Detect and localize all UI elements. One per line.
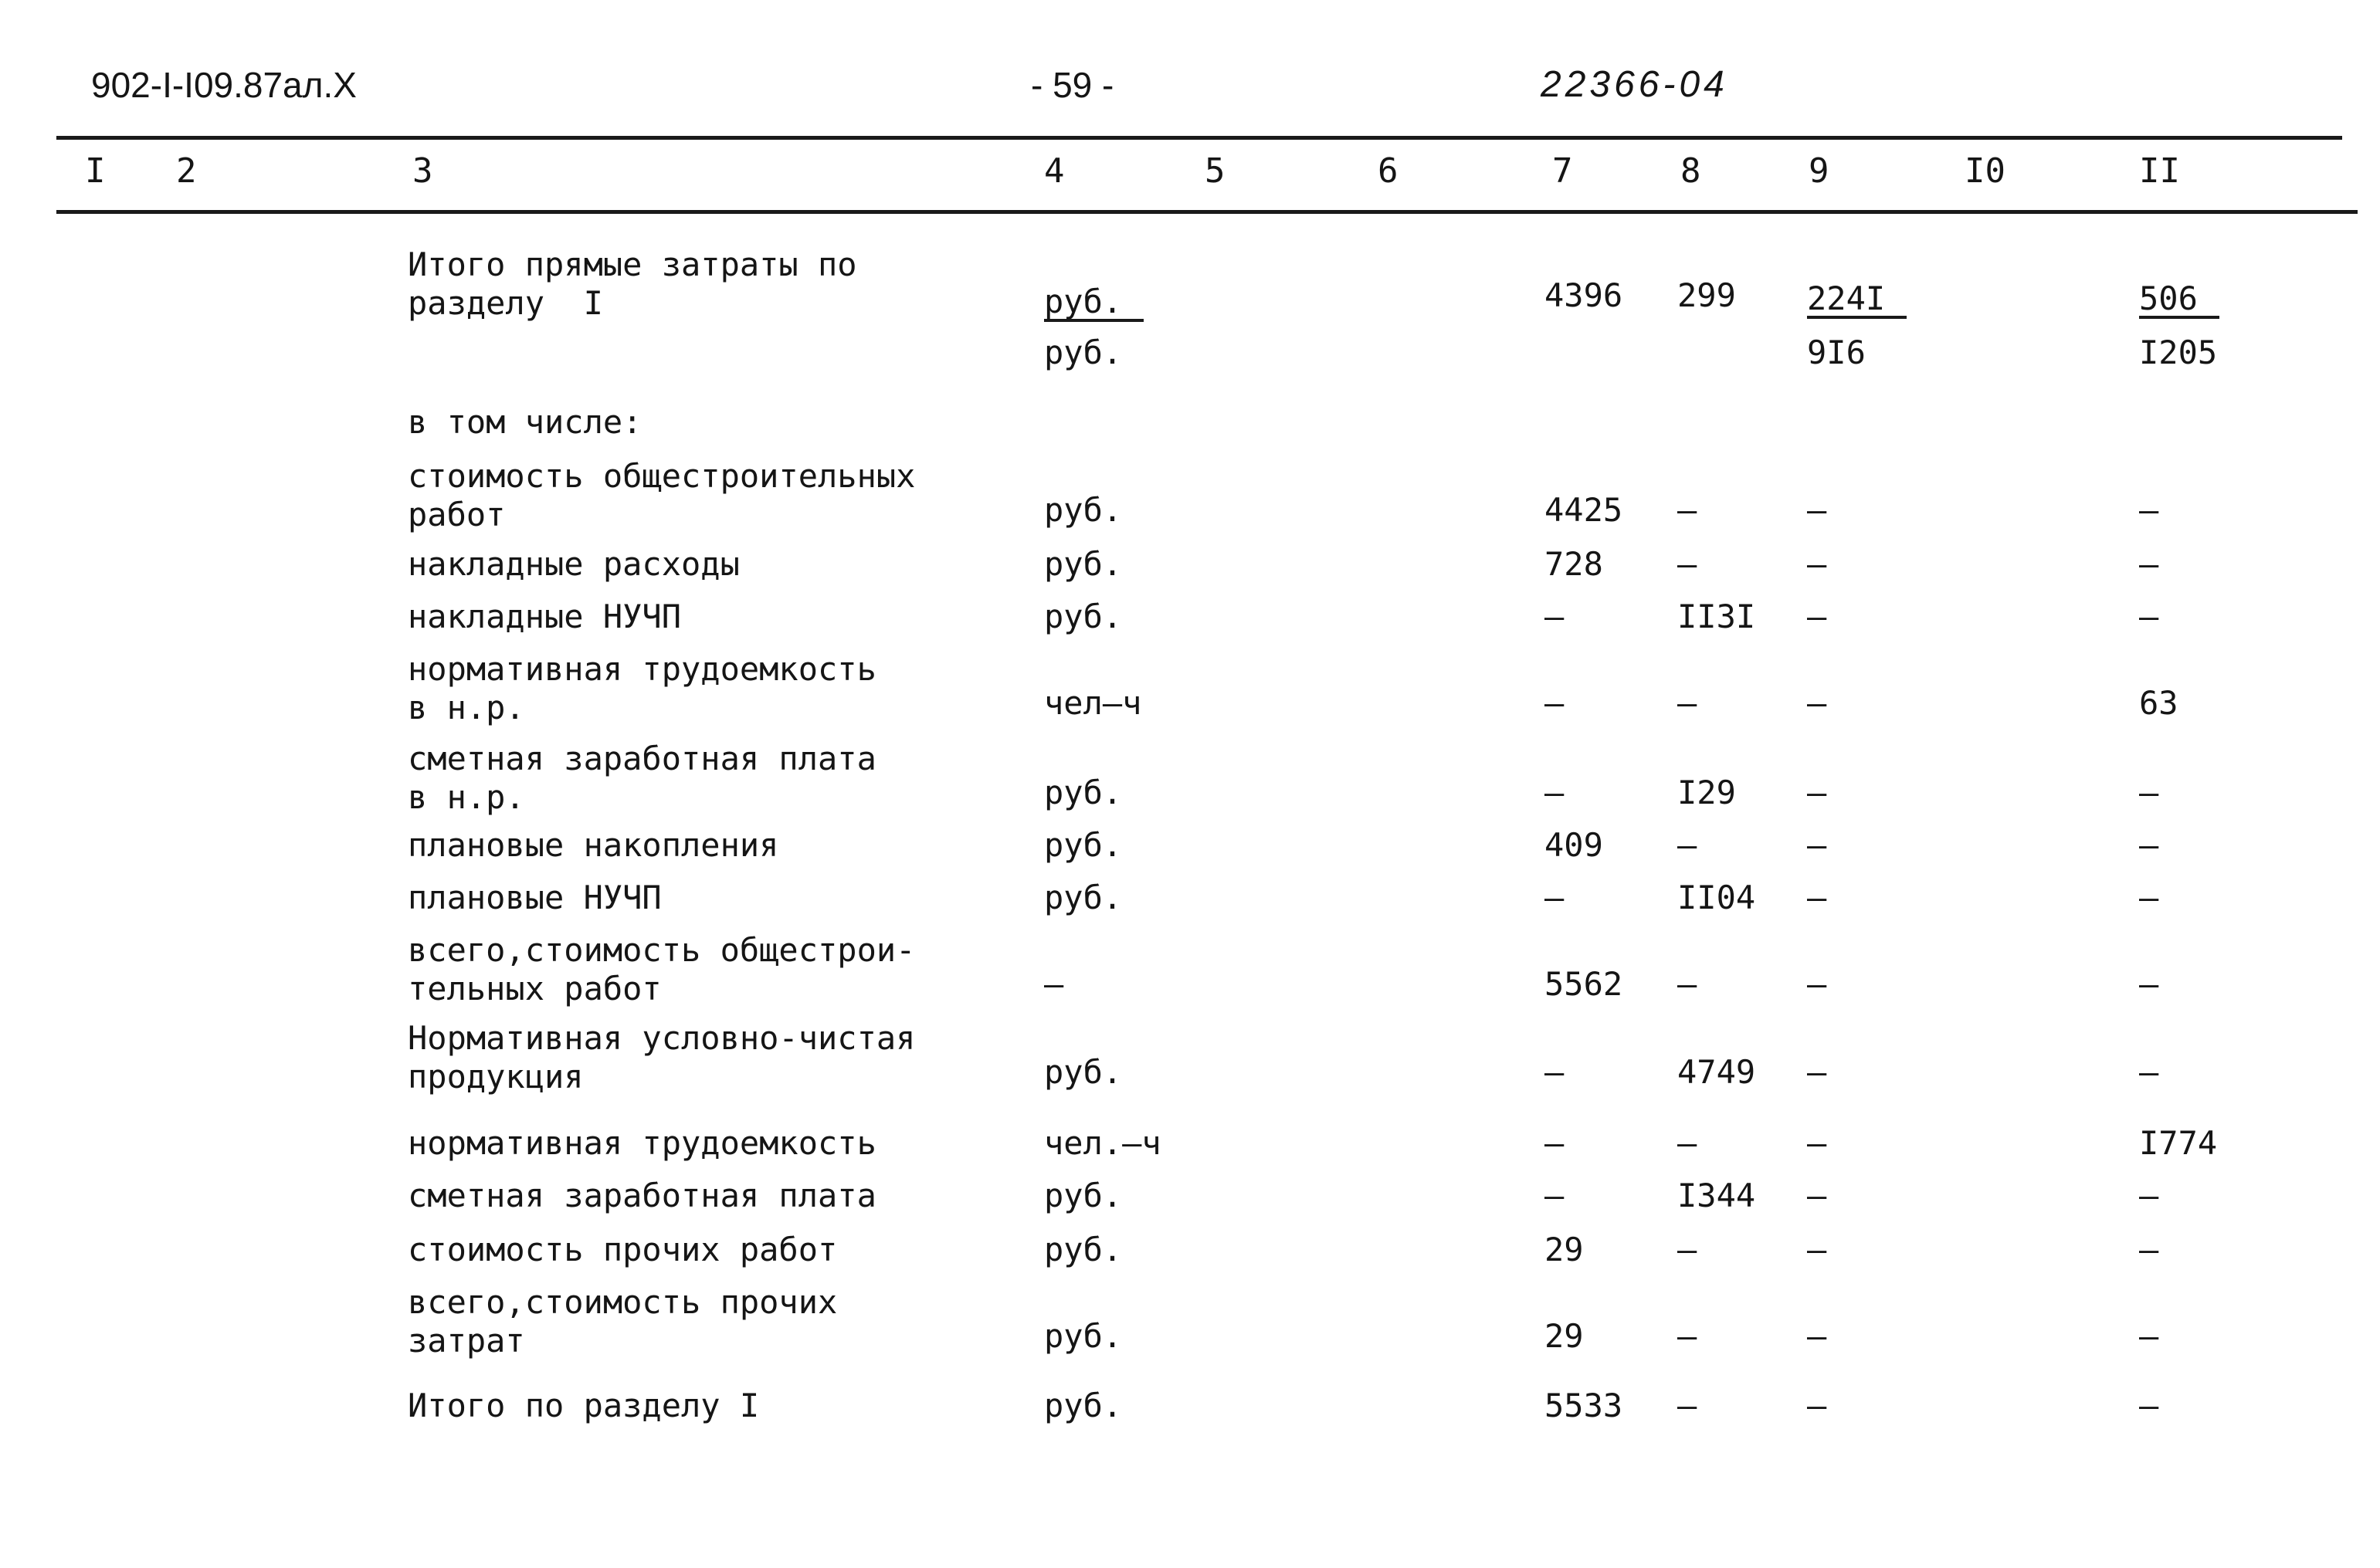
row-value-col9: 9I6 <box>1807 334 1866 371</box>
column-number-7: 7 <box>1552 151 1573 191</box>
row-label: Итого прямые затраты по разделу I <box>408 246 857 322</box>
row-unit: чел–ч <box>1044 684 1142 722</box>
row-value-col9: – <box>1807 598 1827 635</box>
row-value-col8: – <box>1677 684 1697 722</box>
row-value-col8: – <box>1677 826 1697 864</box>
row-value-col7: 4425 <box>1544 491 1623 529</box>
row-value-col8: – <box>1677 1317 1697 1355</box>
row-value-col7: 29 <box>1544 1231 1584 1268</box>
row-unit: руб. <box>1044 879 1123 916</box>
row-value-col9: – <box>1807 879 1827 916</box>
row-label: всего,стоимость общестрои- тельных работ <box>408 931 916 1008</box>
row-value-col9-underlined: 224I <box>1807 282 1907 319</box>
row-label: в том числе: <box>408 403 642 441</box>
row-unit: руб. <box>1044 826 1123 864</box>
row-value-col7: – <box>1544 774 1565 811</box>
row-value-col8: – <box>1677 491 1697 529</box>
sheet-code: 22366-04 <box>1541 64 1728 105</box>
row-value-col9: – <box>1807 826 1827 864</box>
row-value-col11: – <box>2139 1177 2159 1214</box>
row-value-col7: – <box>1544 1124 1565 1162</box>
row-value-col9: – <box>1807 774 1827 811</box>
row-label: нормативная трудоемкость <box>408 1124 876 1162</box>
row-value-col9: – <box>1807 1387 1827 1424</box>
row-value-col8: – <box>1677 1387 1697 1424</box>
row-unit: руб. <box>1044 1053 1123 1091</box>
row-unit: руб. <box>1044 1387 1123 1424</box>
row-unit: – <box>1044 965 1064 1003</box>
row-unit: чел.–ч <box>1044 1124 1161 1162</box>
row-value-col11 <box>2139 279 2219 319</box>
row-value-col11-underlined: 506 <box>2139 282 2219 319</box>
column-number-5: 5 <box>1205 151 1226 191</box>
row-value-col7: – <box>1544 598 1565 635</box>
row-value-col11: I774 <box>2139 1124 2218 1162</box>
column-number-8: 8 <box>1680 151 1701 191</box>
row-label: накладные расходы <box>408 545 740 583</box>
row-label: сметная заработная плата в н.р. <box>408 740 876 816</box>
row-label: нормативная трудоемкость в н.р. <box>408 650 876 726</box>
row-value-col7: 29 <box>1544 1317 1584 1355</box>
row-value-col8: I344 <box>1677 1177 1756 1214</box>
row-unit: руб. <box>1044 1317 1123 1355</box>
row-value-col11: – <box>2139 545 2159 583</box>
row-label: Нормативная условно-чистая продукция <box>408 1019 916 1096</box>
column-number-3: 3 <box>412 151 433 191</box>
column-number-10: I0 <box>1965 151 2005 191</box>
column-number-2: 2 <box>176 151 197 191</box>
column-number-11: II <box>2139 151 2180 191</box>
row-value-col11: – <box>2139 965 2159 1003</box>
row-value-col9: – <box>1807 684 1827 722</box>
row-value-col8: 299 <box>1677 276 1736 314</box>
column-number-4: 4 <box>1044 151 1065 191</box>
header-bottom-rule <box>56 210 2358 214</box>
row-label: плановые накопления <box>408 826 779 864</box>
row-value-col8: II04 <box>1677 879 1756 916</box>
row-value-col9: – <box>1807 1177 1827 1214</box>
row-unit: руб. <box>1044 598 1123 635</box>
row-label: стоимость прочих работ <box>408 1231 838 1268</box>
row-value-col7: 409 <box>1544 826 1603 864</box>
row-unit: руб. <box>1044 545 1123 583</box>
row-value-col11: I205 <box>2139 334 2218 371</box>
row-value-col9: – <box>1807 491 1827 529</box>
column-number-9: 9 <box>1809 151 1829 191</box>
row-value-col7: – <box>1544 1053 1565 1091</box>
row-value-col9: – <box>1807 1231 1827 1268</box>
row-value-col11: – <box>2139 1387 2159 1424</box>
row-value-col7: 728 <box>1544 545 1603 583</box>
row-label: плановые НУЧП <box>408 879 662 916</box>
row-value-col9 <box>1807 279 1907 319</box>
row-value-col8: 4749 <box>1677 1053 1756 1091</box>
header-top-rule <box>56 136 2342 140</box>
row-label: всего,стоимость прочих затрат <box>408 1283 838 1360</box>
row-value-col8: I29 <box>1677 774 1736 811</box>
row-value-col11: – <box>2139 879 2159 916</box>
row-value-col8: – <box>1677 1231 1697 1268</box>
row-value-col11: – <box>2139 1317 2159 1355</box>
row-label: накладные НУЧП <box>408 598 682 635</box>
row-value-col8: – <box>1677 1124 1697 1162</box>
row-value-col11: 63 <box>2139 684 2178 722</box>
column-number-1: I <box>85 151 106 191</box>
row-unit: руб. <box>1044 491 1123 529</box>
row-value-col11: – <box>2139 774 2159 811</box>
row-value-col9: – <box>1807 1317 1827 1355</box>
row-unit: руб. <box>1044 334 1123 371</box>
row-label: стоимость общестроительных работ <box>408 457 916 533</box>
row-value-col8: – <box>1677 965 1697 1003</box>
row-value-col8: – <box>1677 545 1697 583</box>
row-unit: руб. <box>1044 1231 1123 1268</box>
row-label: сметная заработная плата <box>408 1177 876 1214</box>
row-value-col9: – <box>1807 545 1827 583</box>
row-unit: руб. <box>1044 774 1123 811</box>
document-code: 902-I-I09.87ал.X <box>91 65 357 105</box>
row-value-col11: – <box>2139 491 2159 529</box>
row-value-col11: – <box>2139 826 2159 864</box>
row-unit-underlined: руб. <box>1044 285 1144 322</box>
row-unit: руб. <box>1044 1177 1123 1214</box>
row-value-col11: – <box>2139 1231 2159 1268</box>
row-label: Итого по разделу I <box>408 1387 760 1424</box>
page-number: - 59 - <box>1031 65 1114 105</box>
row-value-col7: 5562 <box>1544 965 1623 1003</box>
row-value-col7: – <box>1544 879 1565 916</box>
row-value-col9: – <box>1807 1053 1827 1091</box>
row-value-col7: 4396 <box>1544 276 1623 314</box>
row-value-col8: II3I <box>1677 598 1756 635</box>
row-value-col7: 5533 <box>1544 1387 1623 1424</box>
row-value-col7: – <box>1544 684 1565 722</box>
row-value-col11: – <box>2139 598 2159 635</box>
row-value-col9: – <box>1807 965 1827 1003</box>
row-value-col9: – <box>1807 1124 1827 1162</box>
row-value-col11: – <box>2139 1053 2159 1091</box>
row-value-col7: – <box>1544 1177 1565 1214</box>
row-unit <box>1044 283 1144 322</box>
column-number-6: 6 <box>1378 151 1399 191</box>
